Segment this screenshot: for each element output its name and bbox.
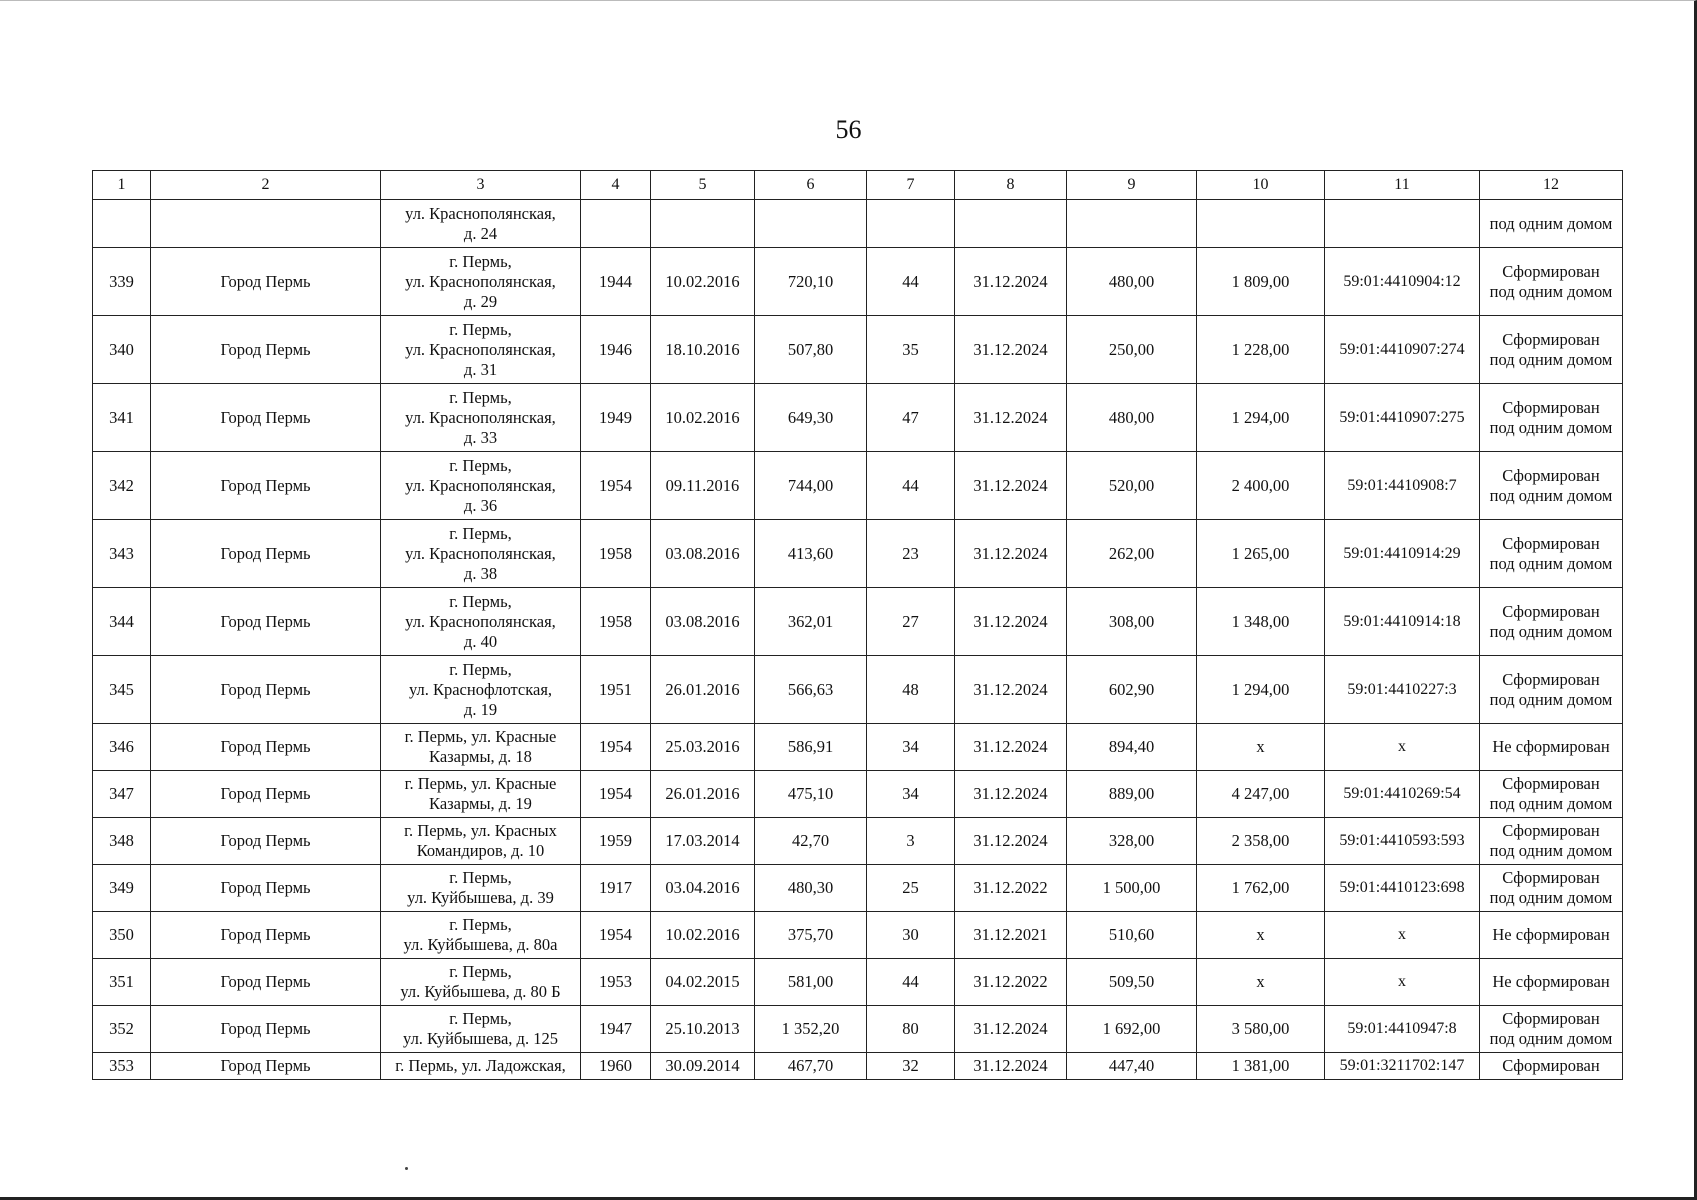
planned-date-cell: 31.12.2024 [955, 771, 1067, 818]
row-number-cell: 352 [93, 1006, 151, 1053]
municipality-cell: Город Пермь [151, 865, 381, 912]
residents-cell: 3 [867, 818, 955, 865]
cadastral-number-cell: 59:01:4410123:698 [1325, 865, 1480, 912]
table-row [93, 865, 1623, 912]
land-area-cell: 1 294,00 [1197, 656, 1325, 724]
cadastral-number-cell: 59:01:4410907:275 [1325, 384, 1480, 452]
address-cell: ул. Краснополянская, д. 24 [381, 200, 581, 248]
land-area-cell [1197, 200, 1325, 248]
residents-cell: 34 [867, 771, 955, 818]
row-number-cell: 353 [93, 1053, 151, 1080]
cadastral-number-cell: 59:01:4410908:7 [1325, 452, 1480, 520]
year-built-cell: 1951 [581, 656, 651, 724]
land-area-cell: 1 294,00 [1197, 384, 1325, 452]
land-area-cell: 1 762,00 [1197, 865, 1325, 912]
date-cell: 10.02.2016 [651, 384, 755, 452]
cadastral-number-cell: 59:01:3211702:147 [1325, 1053, 1480, 1080]
year-built-cell: 1959 [581, 818, 651, 865]
residents-cell: 25 [867, 865, 955, 912]
year-built-cell: 1917 [581, 865, 651, 912]
residents-cell: 44 [867, 959, 955, 1006]
status-cell: Сформирован под одним домом [1480, 384, 1623, 452]
residents-cell: 35 [867, 316, 955, 384]
municipality-cell: Город Пермь [151, 588, 381, 656]
date-cell: 25.03.2016 [651, 724, 755, 771]
plot-area-cell: 894,40 [1067, 724, 1197, 771]
year-built-cell [581, 200, 651, 248]
area-cell: 42,70 [755, 818, 867, 865]
table-row [93, 384, 1623, 452]
plot-area-cell: 1 692,00 [1067, 1006, 1197, 1053]
column-header: 7 [867, 171, 955, 200]
address-cell: г. Пермь, ул. Красные Казармы, д. 18 [381, 724, 581, 771]
residents-cell: 80 [867, 1006, 955, 1053]
year-built-cell: 1946 [581, 316, 651, 384]
residents-cell: 27 [867, 588, 955, 656]
row-number-cell: 348 [93, 818, 151, 865]
plot-area-cell: 889,00 [1067, 771, 1197, 818]
municipality-cell: Город Пермь [151, 912, 381, 959]
date-cell: 09.11.2016 [651, 452, 755, 520]
table-row [93, 588, 1623, 656]
column-header: 10 [1197, 171, 1325, 200]
column-header: 1 [93, 171, 151, 200]
address-cell: г. Пермь, ул. Краснополянская, д. 38 [381, 520, 581, 588]
table-row [93, 1053, 1623, 1080]
address-cell: г. Пермь, ул. Краснополянская, д. 31 [381, 316, 581, 384]
cadastral-number-cell: 59:01:4410914:29 [1325, 520, 1480, 588]
year-built-cell: 1954 [581, 771, 651, 818]
area-cell: 1 352,20 [755, 1006, 867, 1053]
area-cell [755, 200, 867, 248]
year-built-cell: 1954 [581, 724, 651, 771]
municipality-cell: Город Пермь [151, 959, 381, 1006]
municipality-cell: Город Пермь [151, 818, 381, 865]
cadastral-number-cell: 59:01:4410269:54 [1325, 771, 1480, 818]
cadastral-number-cell: х [1325, 912, 1480, 959]
planned-date-cell: 31.12.2022 [955, 959, 1067, 1006]
area-cell: 480,30 [755, 865, 867, 912]
plot-area-cell: 480,00 [1067, 384, 1197, 452]
land-area-cell: х [1197, 724, 1325, 771]
land-area-cell: х [1197, 912, 1325, 959]
land-area-cell: 1 348,00 [1197, 588, 1325, 656]
plot-area-cell: 510,60 [1067, 912, 1197, 959]
planned-date-cell [955, 200, 1067, 248]
municipality-cell: Город Пермь [151, 1006, 381, 1053]
date-cell [651, 200, 755, 248]
status-cell: Сформирован под одним домом [1480, 771, 1623, 818]
date-cell: 25.10.2013 [651, 1006, 755, 1053]
year-built-cell: 1958 [581, 520, 651, 588]
column-header: 2 [151, 171, 381, 200]
year-built-cell: 1954 [581, 452, 651, 520]
row-number-cell: 350 [93, 912, 151, 959]
table-row [93, 248, 1623, 316]
status-cell: Не сформирован [1480, 724, 1623, 771]
row-number-cell: 341 [93, 384, 151, 452]
area-cell: 586,91 [755, 724, 867, 771]
planned-date-cell: 31.12.2021 [955, 912, 1067, 959]
plot-area-cell [1067, 200, 1197, 248]
area-cell: 581,00 [755, 959, 867, 1006]
row-number-cell: 340 [93, 316, 151, 384]
table-row [93, 1006, 1623, 1053]
date-cell: 03.04.2016 [651, 865, 755, 912]
municipality-cell: Город Пермь [151, 771, 381, 818]
year-built-cell: 1944 [581, 248, 651, 316]
scan-speck [405, 1167, 408, 1170]
residents-cell: 30 [867, 912, 955, 959]
address-cell: г. Пермь, ул. Краснополянская, д. 29 [381, 248, 581, 316]
status-cell: Сформирован под одним домом [1480, 248, 1623, 316]
municipality-cell: Город Пермь [151, 724, 381, 771]
column-header: 4 [581, 171, 651, 200]
residents-cell: 44 [867, 248, 955, 316]
address-cell: г. Пермь, ул. Ладожская, [381, 1053, 581, 1080]
residents-cell: 44 [867, 452, 955, 520]
status-cell: Сформирован [1480, 1053, 1623, 1080]
plot-area-cell: 480,00 [1067, 248, 1197, 316]
area-cell: 475,10 [755, 771, 867, 818]
cadastral-number-cell [1325, 200, 1480, 248]
plot-area-cell: 308,00 [1067, 588, 1197, 656]
residents-cell [867, 200, 955, 248]
address-cell: г. Пермь, ул. Краснополянская, д. 33 [381, 384, 581, 452]
date-cell: 30.09.2014 [651, 1053, 755, 1080]
status-cell: Сформирован под одним домом [1480, 865, 1623, 912]
row-number-cell: 342 [93, 452, 151, 520]
area-cell: 507,80 [755, 316, 867, 384]
planned-date-cell: 31.12.2024 [955, 248, 1067, 316]
address-cell: г. Пермь, ул. Краснополянская, д. 40 [381, 588, 581, 656]
year-built-cell: 1960 [581, 1053, 651, 1080]
plot-area-cell: 1 500,00 [1067, 865, 1197, 912]
area-cell: 566,63 [755, 656, 867, 724]
planned-date-cell: 31.12.2024 [955, 316, 1067, 384]
area-cell: 720,10 [755, 248, 867, 316]
cadastral-number-cell: 59:01:4410593:593 [1325, 818, 1480, 865]
planned-date-cell: 31.12.2024 [955, 1053, 1067, 1080]
cadastral-number-cell: 59:01:4410914:18 [1325, 588, 1480, 656]
land-area-cell: 2 400,00 [1197, 452, 1325, 520]
table-row [93, 724, 1623, 771]
land-area-cell: 3 580,00 [1197, 1006, 1325, 1053]
area-cell: 744,00 [755, 452, 867, 520]
row-number-cell: 344 [93, 588, 151, 656]
address-cell: г. Пермь, ул. Куйбышева, д. 80а [381, 912, 581, 959]
plot-area-cell: 520,00 [1067, 452, 1197, 520]
column-header: 3 [381, 171, 581, 200]
table-row [93, 316, 1623, 384]
table-row [93, 959, 1623, 1006]
residents-cell: 23 [867, 520, 955, 588]
cadastral-number-cell: 59:01:4410947:8 [1325, 1006, 1480, 1053]
area-cell: 467,70 [755, 1053, 867, 1080]
table-row [93, 818, 1623, 865]
status-cell: Сформирован под одним домом [1480, 1006, 1623, 1053]
date-cell: 10.02.2016 [651, 248, 755, 316]
area-cell: 649,30 [755, 384, 867, 452]
year-built-cell: 1953 [581, 959, 651, 1006]
municipality-cell: Город Пермь [151, 520, 381, 588]
row-number-cell: 343 [93, 520, 151, 588]
column-header: 8 [955, 171, 1067, 200]
column-header: 11 [1325, 171, 1480, 200]
row-number-cell: 347 [93, 771, 151, 818]
table-row [93, 200, 1623, 248]
planned-date-cell: 31.12.2024 [955, 452, 1067, 520]
area-cell: 413,60 [755, 520, 867, 588]
municipality-cell: Город Пермь [151, 1053, 381, 1080]
address-cell: г. Пермь, ул. Куйбышева, д. 125 [381, 1006, 581, 1053]
status-cell: Сформирован под одним домом [1480, 588, 1623, 656]
plot-area-cell: 262,00 [1067, 520, 1197, 588]
plot-area-cell: 602,90 [1067, 656, 1197, 724]
cadastral-number-cell: х [1325, 959, 1480, 1006]
status-cell: Сформирован под одним домом [1480, 452, 1623, 520]
residents-cell: 48 [867, 656, 955, 724]
status-cell: Сформирован под одним домом [1480, 818, 1623, 865]
table-row [93, 771, 1623, 818]
year-built-cell: 1958 [581, 588, 651, 656]
column-header: 6 [755, 171, 867, 200]
cadastral-number-cell: 59:01:4410227:3 [1325, 656, 1480, 724]
address-cell: г. Пермь, ул. Куйбышева, д. 39 [381, 865, 581, 912]
year-built-cell: 1947 [581, 1006, 651, 1053]
date-cell: 18.10.2016 [651, 316, 755, 384]
land-area-cell: 1 265,00 [1197, 520, 1325, 588]
municipality-cell: Город Пермь [151, 452, 381, 520]
table-row [93, 452, 1623, 520]
date-cell: 10.02.2016 [651, 912, 755, 959]
planned-date-cell: 31.12.2024 [955, 520, 1067, 588]
plot-area-cell: 447,40 [1067, 1053, 1197, 1080]
date-cell: 03.08.2016 [651, 520, 755, 588]
planned-date-cell: 31.12.2024 [955, 384, 1067, 452]
column-number-row [93, 171, 1623, 200]
column-header: 5 [651, 171, 755, 200]
housing-registry-table [92, 170, 1623, 1080]
land-area-cell: х [1197, 959, 1325, 1006]
column-header: 12 [1480, 171, 1623, 200]
row-number-cell: 349 [93, 865, 151, 912]
date-cell: 26.01.2016 [651, 656, 755, 724]
planned-date-cell: 31.12.2022 [955, 865, 1067, 912]
status-cell: Сформирован под одним домом [1480, 656, 1623, 724]
address-cell: г. Пермь, ул. Краснофлотская, д. 19 [381, 656, 581, 724]
row-number-cell: 339 [93, 248, 151, 316]
municipality-cell: Город Пермь [151, 316, 381, 384]
planned-date-cell: 31.12.2024 [955, 588, 1067, 656]
year-built-cell: 1954 [581, 912, 651, 959]
land-area-cell: 2 358,00 [1197, 818, 1325, 865]
status-cell: Сформирован под одним домом [1480, 316, 1623, 384]
status-cell: Не сформирован [1480, 959, 1623, 1006]
residents-cell: 47 [867, 384, 955, 452]
planned-date-cell: 31.12.2024 [955, 724, 1067, 771]
date-cell: 04.02.2015 [651, 959, 755, 1006]
plot-area-cell: 328,00 [1067, 818, 1197, 865]
date-cell: 03.08.2016 [651, 588, 755, 656]
status-cell: Сформирован под одним домом [1480, 520, 1623, 588]
address-cell: г. Пермь, ул. Красных Командиров, д. 10 [381, 818, 581, 865]
planned-date-cell: 31.12.2024 [955, 656, 1067, 724]
cadastral-number-cell: х [1325, 724, 1480, 771]
status-cell: Не сформирован [1480, 912, 1623, 959]
row-number-cell [93, 200, 151, 248]
municipality-cell: Город Пермь [151, 248, 381, 316]
residents-cell: 34 [867, 724, 955, 771]
land-area-cell: 1 381,00 [1197, 1053, 1325, 1080]
address-cell: г. Пермь, ул. Краснополянская, д. 36 [381, 452, 581, 520]
address-cell: г. Пермь, ул. Красные Казармы, д. 19 [381, 771, 581, 818]
table-row [93, 912, 1623, 959]
planned-date-cell: 31.12.2024 [955, 818, 1067, 865]
address-cell: г. Пермь, ул. Куйбышева, д. 80 Б [381, 959, 581, 1006]
area-cell: 375,70 [755, 912, 867, 959]
residents-cell: 32 [867, 1053, 955, 1080]
land-area-cell: 1 228,00 [1197, 316, 1325, 384]
plot-area-cell: 509,50 [1067, 959, 1197, 1006]
table-row [93, 520, 1623, 588]
area-cell: 362,01 [755, 588, 867, 656]
year-built-cell: 1949 [581, 384, 651, 452]
row-number-cell: 346 [93, 724, 151, 771]
date-cell: 26.01.2016 [651, 771, 755, 818]
land-area-cell: 1 809,00 [1197, 248, 1325, 316]
planned-date-cell: 31.12.2024 [955, 1006, 1067, 1053]
row-number-cell: 345 [93, 656, 151, 724]
cadastral-number-cell: 59:01:4410904:12 [1325, 248, 1480, 316]
municipality-cell: Город Пермь [151, 384, 381, 452]
municipality-cell: Город Пермь [151, 656, 381, 724]
table-row [93, 656, 1623, 724]
municipality-cell [151, 200, 381, 248]
row-number-cell: 351 [93, 959, 151, 1006]
registry-body [93, 200, 1623, 1080]
date-cell: 17.03.2014 [651, 818, 755, 865]
land-area-cell: 4 247,00 [1197, 771, 1325, 818]
column-header: 9 [1067, 171, 1197, 200]
status-cell: под одним домом [1480, 200, 1623, 248]
page-number: 56 [835, 115, 862, 144]
plot-area-cell: 250,00 [1067, 316, 1197, 384]
cadastral-number-cell: 59:01:4410907:274 [1325, 316, 1480, 384]
